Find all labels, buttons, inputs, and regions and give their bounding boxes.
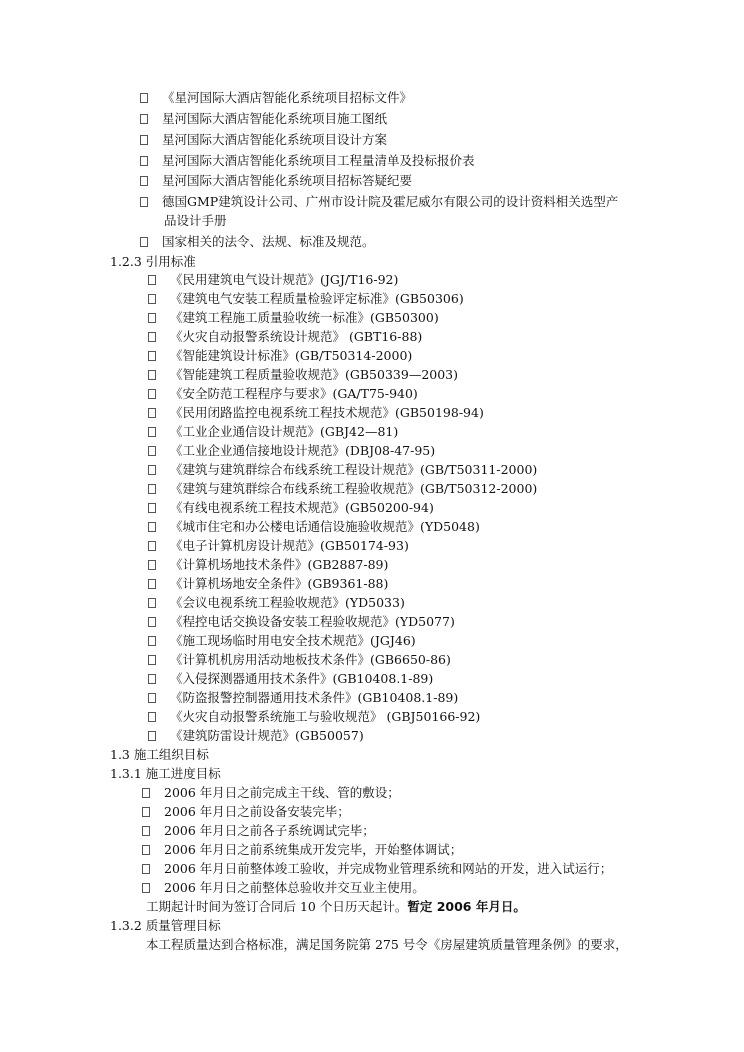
list-item: 《施工现场临时用电安全技术规范》(JGJ46) (148, 632, 416, 649)
list-item: 《电子计算机房设计规范》(GB50174-93) (148, 537, 409, 554)
list-item: 《建筑与建筑群综合布线系统工程设计规范》(GB/T50311-2000) (148, 461, 537, 478)
list-item: 《工业企业通信接地设计规范》(DBJ08-47-95) (148, 442, 435, 459)
bullet-icon (148, 655, 156, 665)
bullet-icon (148, 313, 156, 323)
bullet-icon (148, 389, 156, 399)
list-item: 《建筑电气安装工程质量检验评定标准》(GB50306) (148, 290, 464, 307)
bullet-icon (148, 351, 156, 361)
bullet-icon (148, 598, 156, 608)
list-item: 《计算机场地技术条件》(GB2887-89) (148, 556, 388, 573)
list-item: 《智能建筑工程质量验收规范》(GB50339—2003) (148, 366, 458, 383)
bullet-icon (148, 522, 156, 532)
bullet-icon (148, 332, 156, 342)
list-item: 《建筑与建筑群综合布线系统工程验收规范》(GB/T50312-2000) (148, 480, 537, 497)
bullet-icon (148, 484, 156, 494)
bullet-icon (142, 883, 150, 893)
duration-bold-text: 暂定 2006 年月日。 (407, 899, 526, 914)
bullet-icon (148, 560, 156, 570)
bullet-icon (140, 114, 148, 124)
list-item: 《民用建筑电气设计规范》(JGJ/T16-92) (148, 271, 398, 288)
list-item: 《有线电视系统工程技术规范》(GB50200-94) (148, 499, 434, 516)
bullet-icon (148, 408, 156, 418)
bullet-icon (140, 237, 148, 247)
bullet-icon (148, 674, 156, 684)
list-item: 2006 年月日前整体竣工验收，并完成物业管理系统和网站的开发，进入试运行； (142, 860, 612, 877)
bullet-icon (148, 731, 156, 741)
bullet-icon (142, 807, 150, 817)
bullet-icon (142, 788, 150, 798)
list-item: 《建筑防雷设计规范》(GB50057) (148, 727, 364, 744)
bullet-icon (148, 541, 156, 551)
list-item: 《会议电视系统工程验收规范》(YD5033) (148, 594, 405, 611)
bullet-icon (148, 465, 156, 475)
bullet-icon (148, 579, 156, 589)
bullet-icon (140, 176, 148, 186)
list-item: 2006 年月日之前各子系统调试完毕； (142, 822, 375, 839)
bullet-icon (140, 93, 148, 103)
bullet-icon (148, 294, 156, 304)
list-item: 2006 年月日之前系统集成开发完毕，开始整体调试； (142, 841, 462, 858)
duration-paragraph: 工期起计时间为签订合同后 10 个日历天起计。暂定 2006 年月日。 (146, 899, 526, 914)
list-item: 《程控电话交换设备安装工程验收规范》(YD5077) (148, 613, 455, 630)
bullet-icon (140, 197, 148, 207)
bullet-icon (148, 275, 156, 285)
list-item: 2006 年月日之前完成主干线、管的敷设； (142, 784, 400, 801)
list-item: 2006 年月日之前整体总验收并交互业主使用。 (142, 879, 425, 896)
section-heading-1-2-3: 1.2.3 引用标准 (110, 254, 196, 269)
bullet-icon (148, 427, 156, 437)
list-item: 德国GMP建筑设计公司、广州市设计院及霍尼威尔有限公司的设计资料相关选型产 (140, 193, 618, 210)
bullet-icon (142, 864, 150, 874)
list-item: 2006 年月日之前设备安装完毕； (142, 803, 350, 820)
list-item: 《安全防范工程程序与要求》(GA/T75-940) (148, 385, 418, 402)
section-heading-1-3-1: 1.3.1 施工进度目标 (110, 766, 221, 781)
list-item: 《火灾自动报警系统设计规范》 (GBT16-88) (148, 328, 422, 345)
list-item: 《防盗报警控制器通用技术条件》(GB10408.1-89) (148, 689, 458, 706)
bullet-icon (142, 845, 150, 855)
list-item: 《星河国际大酒店智能化系统项目招标文件》 (140, 89, 412, 106)
bullet-icon (140, 156, 148, 166)
list-item: 《建筑工程施工质量验收统一标准》(GB50300) (148, 309, 439, 326)
list-item: 星河国际大酒店智能化系统项目工程量清单及投标报价表 (140, 152, 475, 169)
bullet-icon (148, 617, 156, 627)
list-item: 《工业企业通信设计规范》(GBJ42—81) (148, 423, 398, 440)
bullet-icon (148, 503, 156, 513)
list-item: 星河国际大酒店智能化系统项目施工图纸 (140, 110, 387, 127)
section-heading-1-3: 1.3 施工组织目标 (110, 747, 209, 762)
bullet-icon (148, 446, 156, 456)
bullet-icon (148, 370, 156, 380)
bullet-icon (148, 712, 156, 722)
list-item: 星河国际大酒店智能化系统项目招标答疑纪要 (140, 172, 412, 189)
list-item: 《入侵探测器通用技术条件》(GB10408.1-89) (148, 670, 433, 687)
list-item-continuation: 品设计手册 (164, 213, 227, 228)
bullet-icon (148, 636, 156, 646)
list-item: 《计算机机房用活动地板技术条件》(GB6650-86) (148, 651, 451, 668)
bullet-icon (142, 826, 150, 836)
list-item: 《民用闭路监控电视系统工程技术规范》(GB50198-94) (148, 404, 484, 421)
section-heading-1-3-2: 1.3.2 质量管理目标 (110, 918, 221, 933)
list-item: 星河国际大酒店智能化系统项目设计方案 (140, 131, 387, 148)
quality-paragraph: 本工程质量达到合格标准，满足国务院第 275 号令《房屋建筑质量管理条例》的要求， (146, 937, 628, 952)
list-item: 《计算机场地安全条件》(GB9361-88) (148, 575, 388, 592)
list-item: 国家相关的法令、法规、标准及规范。 (140, 233, 375, 250)
list-item: 《城市住宅和办公楼电话通信设施验收规范》(YD5048) (148, 518, 480, 535)
bullet-icon (140, 135, 148, 145)
list-item: 《智能建筑设计标准》(GB/T50314-2000) (148, 347, 412, 364)
list-item: 《火灾自动报警系统施工与验收规范》 (GBJ50166-92) (148, 708, 480, 725)
bullet-icon (148, 693, 156, 703)
